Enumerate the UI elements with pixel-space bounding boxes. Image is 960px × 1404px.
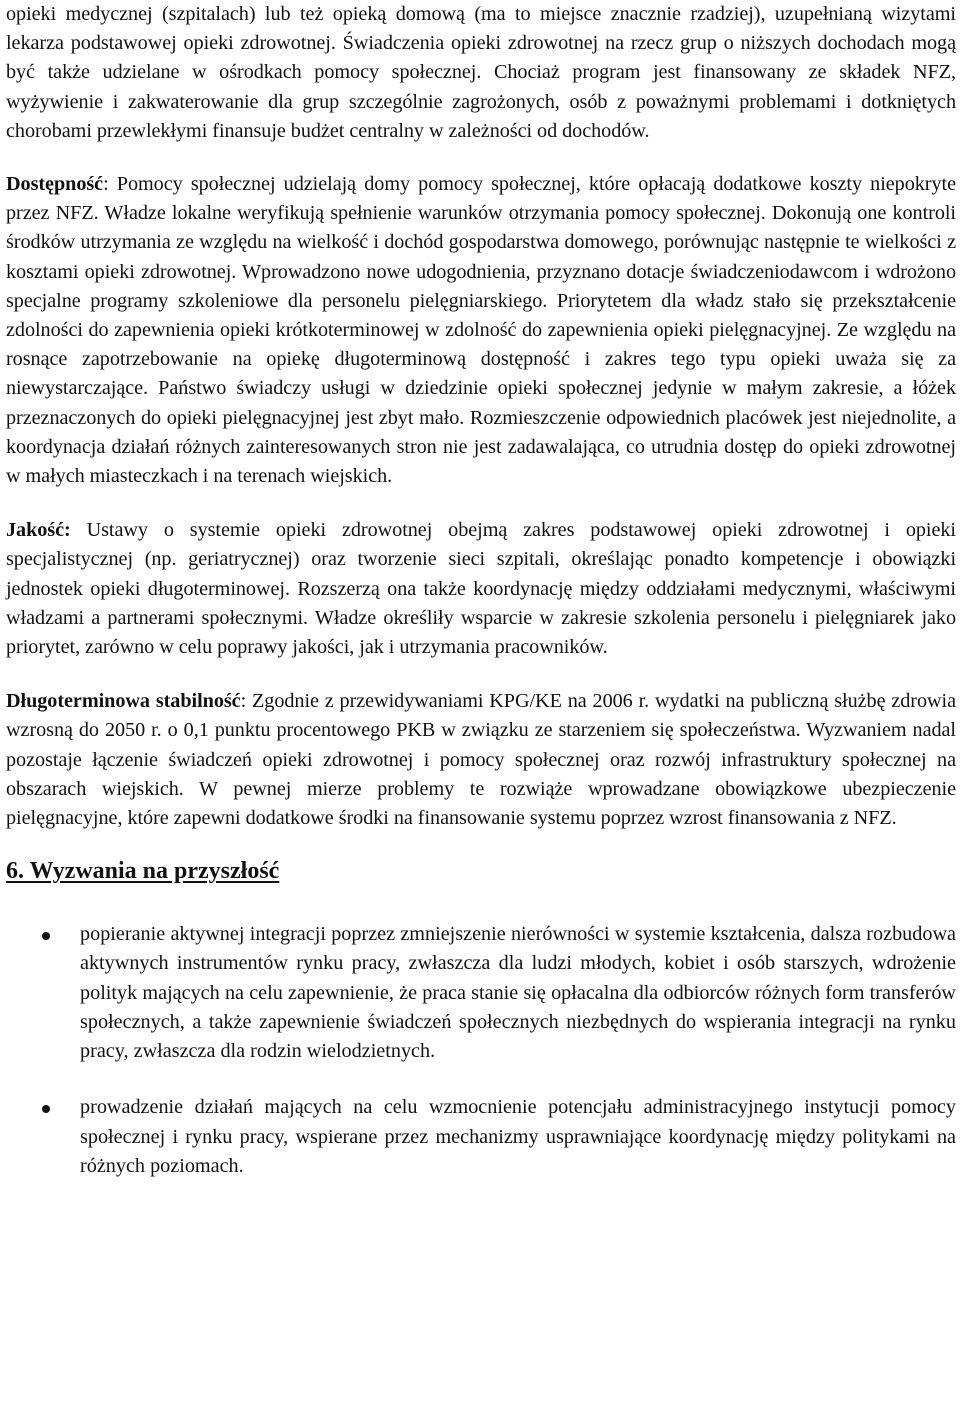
document-page	[6, 0, 956, 1181]
list-item-text: popieranie aktywnej integracji poprzez zmniejszenie nierówności w systemie kształcenia, dalsza rozbudowa aktywnych instrumentów rynku pracy, zwłaszcza dla ludzi młodych, kobiet i osób starszych, wdrożenie polityk mających na celu zapewnienie, że praca stanie się opłacalna dla odbiorców różnych form transferów społecznych, a także zapewnienie świadczeń społecznych niezbędnych do wspierania integracji na rynku pracy, zwłaszcza dla rodzin wielodzietnych.	[80, 923, 956, 1063]
section-heading: 6. Wyzwania na przyszłość	[6, 858, 280, 885]
bullet-icon	[42, 932, 50, 940]
paragraph-quality	[6, 516, 956, 662]
list-item-text: prowadzenie działań mających na celu wzmocnienie potencjału administracyjnego instytucji pomocy społecznej i rynku pracy, wspierane przez mechanizmy usprawniające koordynację między politykami na różnych poziomach.	[80, 1096, 956, 1177]
lead-stability: Długoterminowa stabilność	[6, 690, 241, 713]
paragraph-access	[6, 170, 956, 491]
list-item	[6, 920, 956, 1066]
paragraph-stability	[6, 687, 956, 833]
list-item	[6, 1093, 956, 1181]
challenges-list	[6, 920, 956, 1181]
paragraph-access-text: : Pomocy społecznej udzielają domy pomocy społecznej, które opłacają dodatkowe koszty niepokryte przez NFZ. Władze lokalne weryfikują spełnienie warunków otrzymania pomocy społecznej. Dokonują one kontroli środków utrzymania ze względu na wielkość i dochód gospodarstwa domowego, porównując następnie te wielkości z kosztami opieki zdrowotnej. Wprowadzono nowe udogodnienia, przyznano dotacje świadczeniodawcom i wdrożono specjalne programy szkoleniowe dla personelu pielęgniarskiego. Priorytetem dla władz stało się przekształcenie zdolności do zapewnienia opieki krótkoterminowej w zdolność do zapewnienia opieki pielęgnacyjnej. Ze względu na rosnące zapotrzebowanie na opiekę długoterminową dostępność i zakres tego typu opieki uważa się za niewystarczające. Państwo świadczy usługi w dziedzinie opieki społecznej jedynie w małym zakresie, a łóżek przeznaczonych do opieki pielęgnacyjnej jest zbyt mało. Rozmieszczenie odpowiednich placówek jest niejednolite, a koordynacja działań różnych zainteresowanych stron nie jest zadawalająca, co utrudnia dostęp do opieki zdrowotnej w małych miasteczkach i na terenach wiejskich.	[6, 173, 956, 488]
lead-quality: Jakość:	[6, 519, 71, 542]
paragraph-stability-text: : Zgodnie z przewidywaniami KPG/KE na 2006 r. wydatki na publiczną służbę zdrowia wzrosną do 2050 r. o 0,1 punktu procentowego PKB w związku ze starzeniem się społeczeństwa. Wyzwaniem nadal pozostaje łączenie świadczeń opieki zdrowotnej i pomocy społecznej oraz rozwój infrastruktury społecznej na obszarach wiejskich. W pewnej mierze problemy te rozwiąże wprowadzane obowiązkowe ubezpieczenie pielęgnacyjne, które zapewni dodatkowe środki na finansowanie systemu poprzez wzrost finansowania z NFZ.	[6, 690, 957, 830]
bullet-icon	[42, 1105, 50, 1113]
paragraph-intro: opieki medycznej (szpitalach) lub też opieką domową (ma to miejsce znacznie rzadziej), uzupełnianą wizytami lekarza podstawowej opieki zdrowotnej. Świadczenia opieki zdrowotnej na rzecz grup o niższych dochodach mogą być także udzielane w ośrodkach pomocy społecznej. Chociaż program jest finansowany ze składek NFZ, wyżywienie i zakwaterowanie dla grup szczególnie zagrożonych, osób z poważnymi problemami i dotkniętych chorobami przewlekłymi finansuje budżet centralny w zależności od dochodów.	[6, 3, 956, 142]
lead-access: Dostępność	[6, 173, 104, 196]
paragraph-quality-text: Ustawy o systemie opieki zdrowotnej obejmą zakres podstawowej opieki zdrowotnej i opieki specjalistycznej (np. geriatrycznej) oraz tworzenie sieci szpitali, określając ponadto kompetencje i obowiązki jednostek opieki długoterminowej. Rozszerzą ona także koordynację między oddziałami medycznymi, właściwymi władzami a partnerami społecznymi. Władze określiły wsparcie w zakresie szkolenia personelu i pielęgniarek jako priorytet, zarówno w celu poprawy jakości, jak i utrzymania pracowników.	[6, 519, 956, 659]
